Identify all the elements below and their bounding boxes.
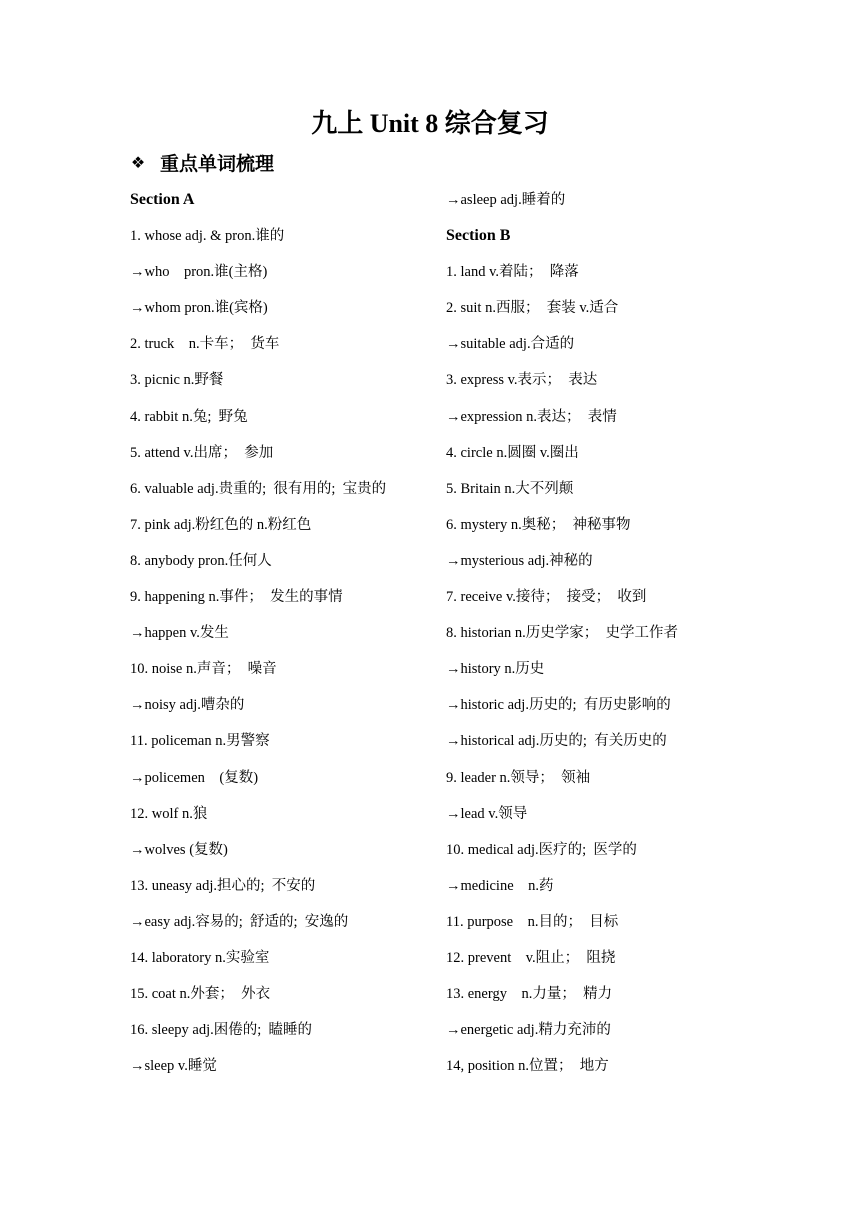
vocabulary-entry: →happen v.发生 <box>130 625 229 642</box>
vocabulary-entry: →whom pron.谁(宾格) <box>130 300 268 317</box>
vocabulary-entry: →expression n.表达； 表情 <box>446 408 617 425</box>
vocabulary-entry: →asleep adj.睡着的 <box>446 192 566 208</box>
vocabulary-entry: 10. noise n.声音； 噪音 <box>130 661 277 678</box>
vocabulary-entry: 7. receive v.接待； 接受； 收到 <box>446 589 647 606</box>
vocabulary-entry: 5. attend v.出席； 参加 <box>130 444 274 461</box>
vocabulary-entry: →medicine n.药 <box>446 877 554 894</box>
vocabulary-entry: 10. medical adj.医疗的; 医学的 <box>446 841 637 858</box>
vocabulary-entry: 8. anybody pron.任何人 <box>130 552 272 569</box>
vocabulary-entry: 8. historian n.历史学家； 史学工作者 <box>446 625 678 642</box>
vocabulary-entry: 1. land v.着陆； 降落 <box>446 264 579 281</box>
vocabulary-entry: 11. purpose n.目的； 目标 <box>446 913 619 930</box>
vocabulary-entry: 12. wolf n.狼 <box>130 805 208 822</box>
vocabulary-entry: 2. suit n.西服； 套装 v.适合 <box>446 300 619 317</box>
vocabulary-entry: 14, position n.位置； 地方 <box>446 1058 609 1075</box>
vocabulary-entry: 13. energy n.力量； 精力 <box>446 986 613 1003</box>
vocabulary-entry: 1. whose adj. & pron.谁的 <box>130 228 285 245</box>
diamond-bullet-icon: ❖ <box>130 152 146 172</box>
section-heading-label: 重点单词梳理 <box>160 152 275 175</box>
vocabulary-entry: 4. circle n.圆圈 v.圈出 <box>446 444 579 461</box>
vocabulary-entry: →mysterious adj.神秘的 <box>446 552 593 569</box>
vocabulary-entry: 14. laboratory n.实验室 <box>130 949 270 966</box>
vocabulary-entry: →policemen (复数) <box>130 769 259 786</box>
vocabulary-entry: 9. happening n.事件； 发生的事情 <box>130 589 343 606</box>
vocabulary-entry: 11. policeman n.男警察 <box>130 733 270 750</box>
vocabulary-entry: →lead v.领导 <box>446 805 528 822</box>
page-title: 九上 Unit 8 综合复习 <box>311 109 549 138</box>
vocabulary-entry: 4. rabbit n.兔; 野兔 <box>130 408 248 425</box>
vocabulary-entry: →historical adj.历史的; 有关历史的 <box>446 733 667 750</box>
vocabulary-entry: →historic adj.历史的; 有历史影响的 <box>446 697 671 714</box>
vocabulary-entry: →who pron.谁(主格) <box>130 264 268 281</box>
vocabulary-entry: 2. truck n.卡车； 货车 <box>130 336 280 353</box>
vocabulary-entry: 7. pink adj.粉红色的 n.粉红色 <box>130 516 312 533</box>
vocabulary-entry: →wolves (复数) <box>130 841 228 858</box>
vocabulary-entry: 13. uneasy adj.担心的; 不安的 <box>130 877 316 894</box>
vocabulary-entry: 12. prevent v.阻止； 阻挠 <box>446 949 616 966</box>
vocabulary-entry: 6. mystery n.奥秘； 神秘事物 <box>446 516 631 533</box>
vocabulary-entry: →sleep v.睡觉 <box>130 1058 217 1075</box>
vocabulary-right-column <box>446 184 756 1086</box>
section-heading <box>130 148 274 176</box>
vocabulary-entry: →energetic adj.精力充沛的 <box>446 1022 611 1039</box>
vocabulary-entry: 9. leader n.领导； 领袖 <box>446 769 591 786</box>
vocabulary-entry: 15. coat n.外套； 外衣 <box>130 986 271 1003</box>
vocabulary-entry: →suitable adj.合适的 <box>446 336 575 353</box>
subsection-heading: Section B <box>446 227 511 245</box>
vocabulary-entry: 16. sleepy adj.困倦的; 瞌睡的 <box>130 1022 313 1039</box>
vocabulary-entry: 3. express v.表示； 表达 <box>446 372 598 389</box>
subsection-heading: Section A <box>130 191 195 208</box>
vocabulary-entry: →easy adj.容易的; 舒适的; 安逸的 <box>130 913 349 930</box>
vocabulary-entry: →history n.历史 <box>446 661 545 678</box>
vocabulary-left-column <box>130 184 440 1086</box>
vocabulary-entry: →noisy adj.嘈杂的 <box>130 697 245 714</box>
vocabulary-entry: 6. valuable adj.贵重的; 很有用的; 宝贵的 <box>130 480 387 497</box>
vocabulary-entry: 3. picnic n.野餐 <box>130 372 224 389</box>
vocabulary-entry: 5. Britain n.大不列颠 <box>446 480 574 497</box>
